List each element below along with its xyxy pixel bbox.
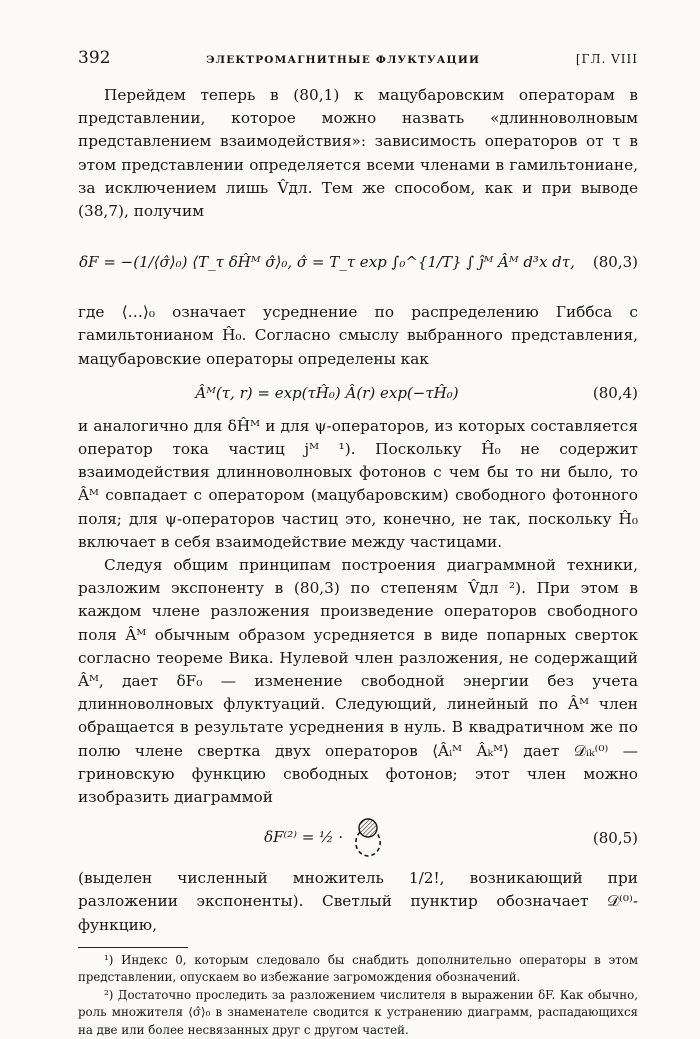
footnote-separator bbox=[78, 947, 188, 948]
equation-80-3-body: δF = −(1/⟨σ̂⟩₀) ⟨T_τ δĤᴹ σ̂⟩₀, σ̂ = T_τ exp ∫₀^{1/T} ∫ ĵᴹ Âᴹ d³x dτ, bbox=[79, 253, 575, 272]
paragraph-diagram-technique: Следуя общим принципам построения диаграммной техники, разложим экспоненту в (80,3) по степеням V̂дл ²). При этом в каждом члене разложения произведение операторов свободного поля Âᴹ обычным образом усредняется в виде попарных сверток согласно теореме Вика. Нулевой член разложения, не содержащий Âᴹ, дает δF₀ — изменение свободной энергии без учета длинноволновых флуктуаций. Следующий, линейный по Âᴹ член обращается в результате усреднения в нуль. В квадратичном же по полю члене свертка двух операторов ⟨Âᵢᴹ Âₖᴹ⟩ дает 𝒟ᵢₖ⁽⁰⁾ — гриновскую функцию свободных фотонов; этот член можно изобразить диаграммой bbox=[78, 556, 638, 807]
paragraph-factor-note: (выделен численный множитель 1/2!, возникающий при разложении экспоненты). Светлый пунктир обозначает 𝒟⁽⁰⁾-функцию, bbox=[78, 869, 638, 934]
paragraph-gibbs: где ⟨…⟩₀ означает усреднение по распределению Гиббса с гамильтонианом Ĥ₀. Согласно смыслу выбранного представления, мацубаровские операторы определены как bbox=[78, 303, 638, 368]
book-page bbox=[78, 48, 638, 1039]
equation-80-5-number: (80,5) bbox=[592, 829, 638, 848]
paragraph-intro: Перейдем теперь в (80,1) к мацубаровским операторам в представлении, которое можно назвать «длинноволновым представлением взаимодействия»: зависимость операторов от τ в этом представлении определяется всеми членами в гамильтониане, за исключением лишь V̂дл. Тем же способом, как и при выводе (38,7), получим bbox=[78, 86, 638, 221]
footnote-2: ²) Достаточно проследить за разложением числителя в выражении δF. Как обычно, роль множителя ⟨σ̂⟩₀ в знаменателе сводится к устранению диаграмм, распадающихся на две или более несвязанных друг с другом частей. bbox=[78, 987, 638, 1037]
equation-80-3-number: (80,3) bbox=[592, 253, 638, 272]
equation-80-4 bbox=[78, 371, 638, 415]
equation-80-4-body: Âᴹ(τ, r) = exp(τĤ₀) Â(r) exp(−τĤ₀) bbox=[195, 383, 459, 402]
chapter-marker: [ГЛ. VIII bbox=[575, 52, 638, 66]
running-title: ЭЛЕКТРОМАГНИТНЫЕ ФЛУКТУАЦИИ bbox=[206, 54, 481, 66]
equation-80-4-number: (80,4) bbox=[592, 383, 638, 402]
loop-diagram-icon bbox=[348, 815, 390, 861]
equation-80-3 bbox=[78, 223, 638, 301]
equation-80-5-body bbox=[78, 815, 576, 861]
equation-80-5-text: δF⁽²⁾ = ½ · bbox=[264, 828, 344, 847]
hatched-vertex-icon bbox=[359, 819, 377, 837]
footnote-1: ¹) Индекс 0, которым следовало бы снабдить дополнительно операторы в этом представлении, опускаем во избежание загромождения обозначений. bbox=[78, 952, 638, 985]
page-number: 392 bbox=[78, 48, 111, 68]
paragraph-operators: и аналогично для δĤᴹ и для ψ-операторов, из которых составляется оператор тока частиц jᴹ ¹). Поскольку Ĥ₀ не содержит взаимодействия длинноволновых фотонов с чем бы то ни было, то Âᴹ совпадает с оператором (мацубаровским) свободного фотонного поля; для ψ-операторов частиц это, конечно, не так, поскольку Ĥ₀ включает в себя взаимодействие между частицами. bbox=[78, 416, 638, 551]
equation-80-5 bbox=[78, 809, 638, 867]
running-header bbox=[78, 48, 638, 76]
